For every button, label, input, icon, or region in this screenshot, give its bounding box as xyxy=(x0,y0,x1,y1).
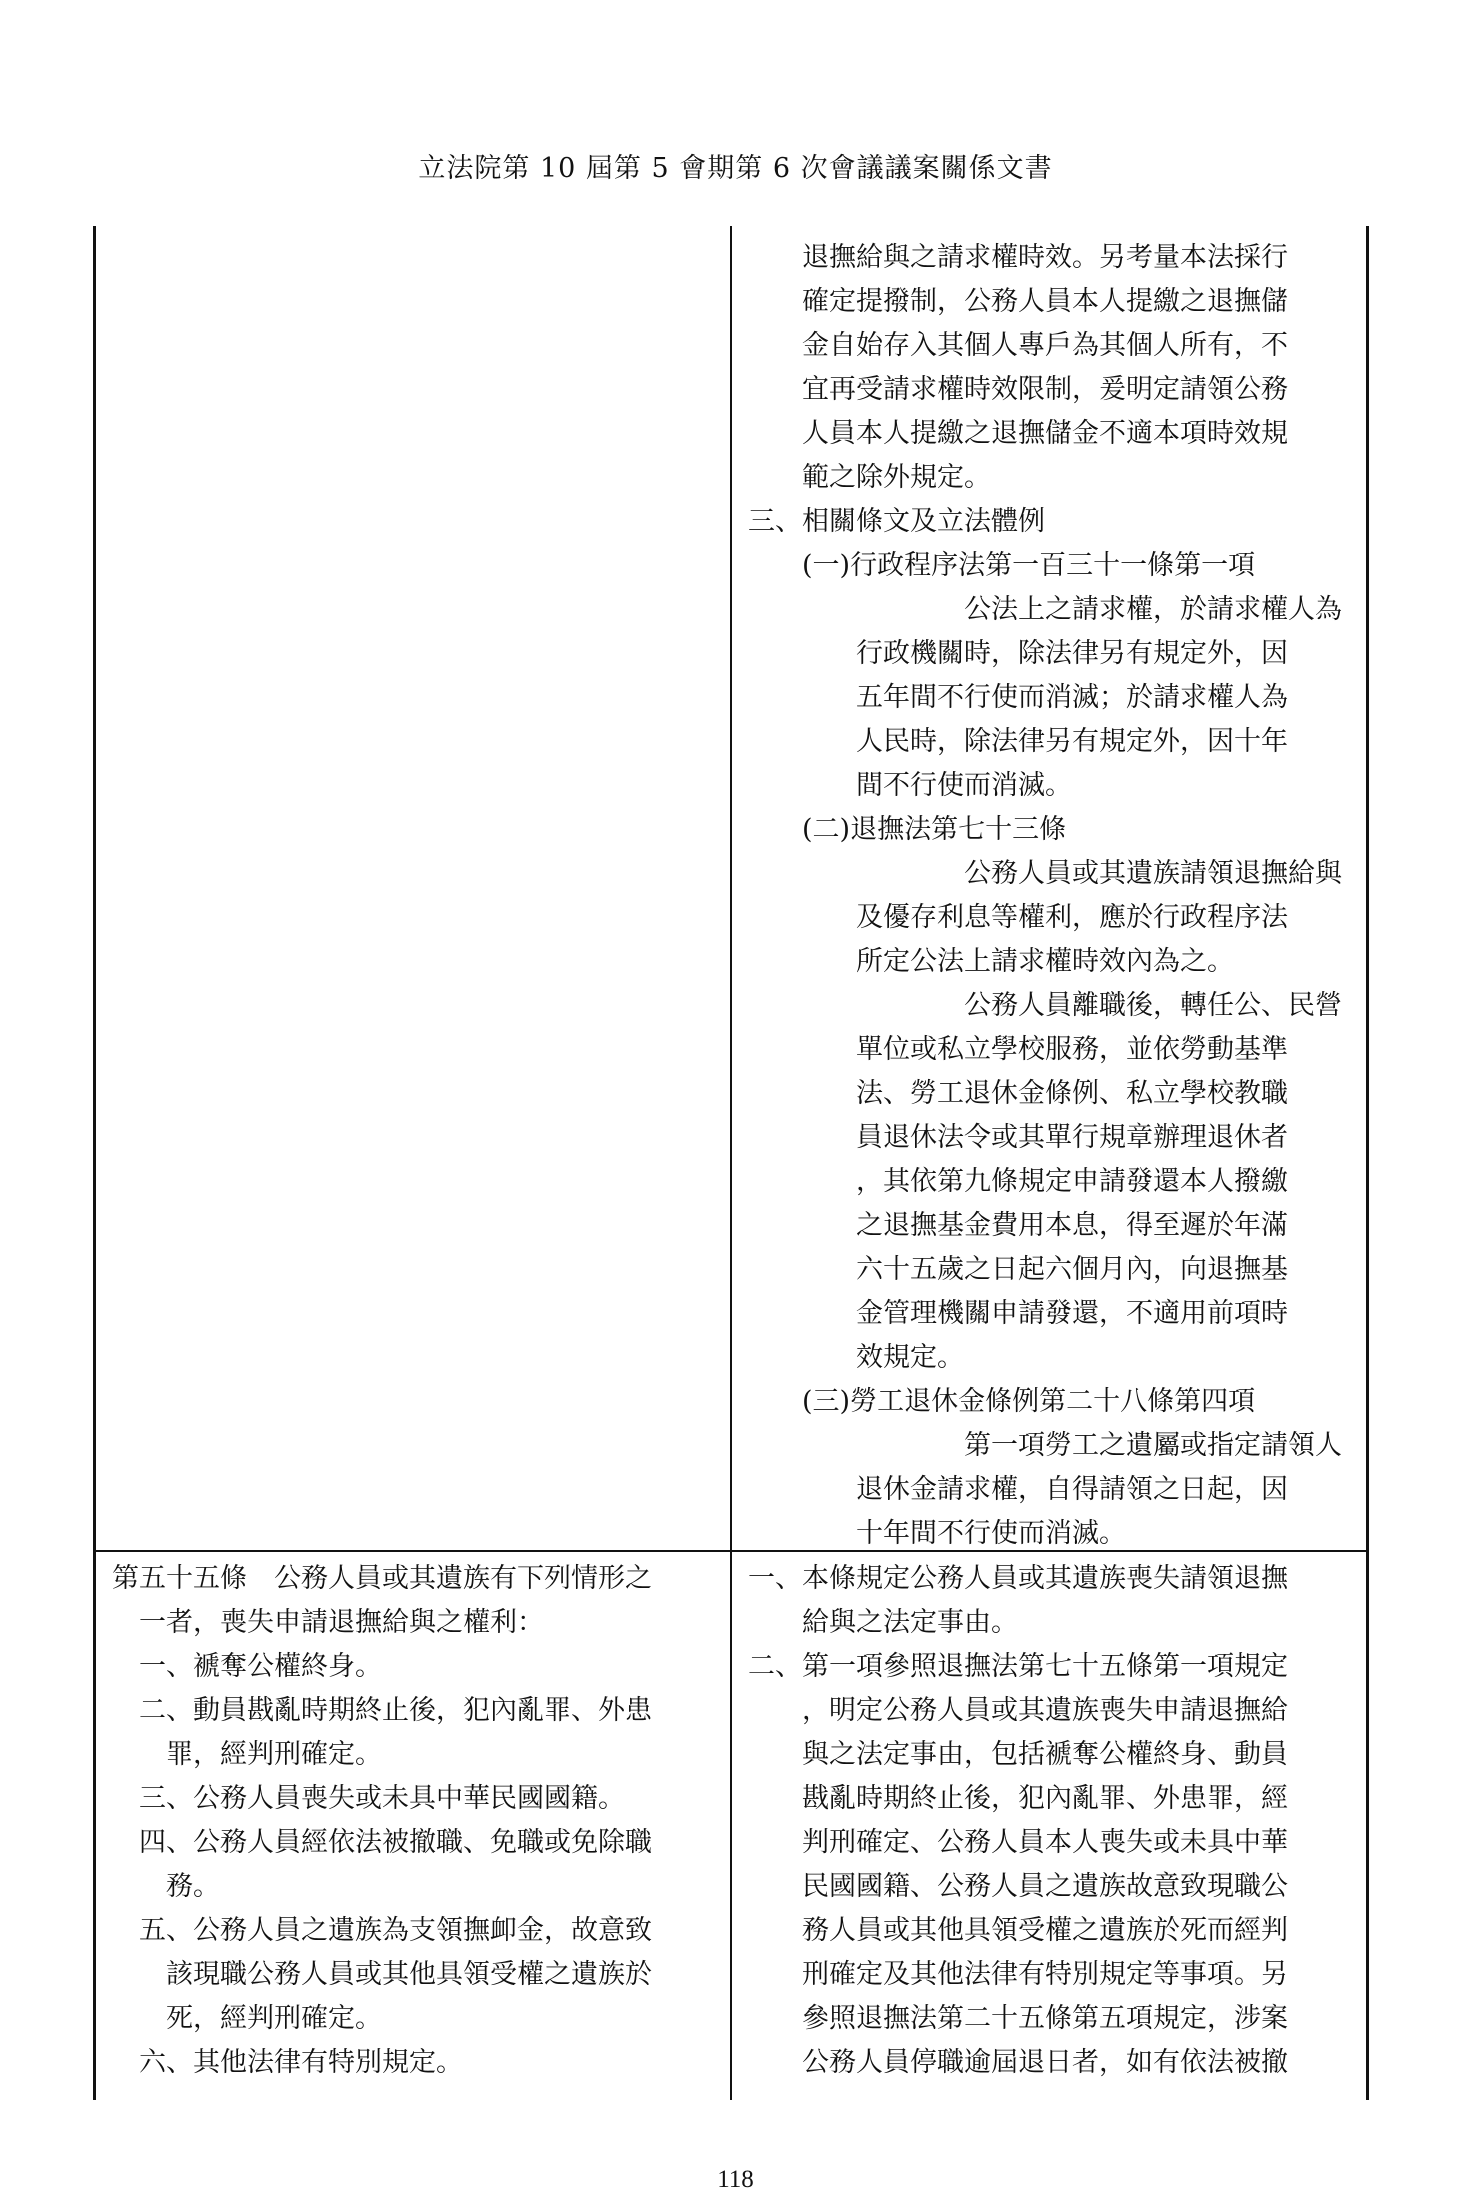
section-heading: 一、本條規定公務人員或其遺族喪失請領退撫 xyxy=(748,1563,1288,1594)
table-left-border xyxy=(93,226,96,2100)
text-line: ，明定公務人員或其遺族喪失申請退撫給 xyxy=(802,1695,1288,1726)
text-line: 死，經判刑確定。 xyxy=(166,2003,382,2034)
text-line: 行政機關時，除法律另有規定外，因 xyxy=(856,638,1288,669)
subsection-heading: (一)行政程序法第一百三十一條第一項 xyxy=(802,550,1256,581)
text-line: 務人員或其他具領受權之遺族於死而經判 xyxy=(802,1915,1288,1946)
page-header: 立法院第 10 屆第 5 會期第 6 次會議議案關係文書 xyxy=(418,153,1053,184)
list-item: 六、其他法律有特別規定。 xyxy=(139,2047,463,2078)
text-line: 該現職公務人員或其他具領受權之遺族於 xyxy=(166,1959,652,1990)
text-line: 公法上之請求權，於請求權人為 xyxy=(964,594,1342,625)
text-line: 與之法定事由，包括褫奪公權終身、動員 xyxy=(802,1739,1288,1770)
text-line: 給與之法定事由。 xyxy=(802,1607,1018,1638)
text-line: 所定公法上請求權時效內為之。 xyxy=(856,946,1234,977)
text-line: 金自始存入其個人專戶為其個人所有，不 xyxy=(802,330,1288,361)
text-line: 民國國籍、公務人員之遺族故意致現職公 xyxy=(802,1871,1288,1902)
page-number: 118 xyxy=(717,2166,754,2193)
table-column-divider xyxy=(730,226,732,2100)
list-item: 二、動員戡亂時期終止後，犯內亂罪、外患 xyxy=(139,1695,652,1726)
text-line: 六十五歲之日起六個月內，向退撫基 xyxy=(856,1254,1288,1285)
section-heading: 二、第一項參照退撫法第七十五條第一項規定 xyxy=(748,1651,1288,1682)
text-line: ，其依第九條規定申請發還本人撥繳 xyxy=(856,1166,1288,1197)
table-right-border xyxy=(1366,226,1369,2100)
list-item: 三、公務人員喪失或未具中華民國國籍。 xyxy=(139,1783,625,1814)
text-line: 確定提撥制，公務人員本人提繳之退撫儲 xyxy=(802,286,1288,317)
text-line: 戡亂時期終止後，犯內亂罪、外患罪，經 xyxy=(802,1783,1288,1814)
text-line: 之退撫基金費用本息，得至遲於年滿 xyxy=(856,1210,1288,1241)
row1-right-cell xyxy=(748,236,1360,1556)
text-line: 人民時，除法律另有規定外，因十年 xyxy=(856,726,1288,757)
text-line: 罪，經判刑確定。 xyxy=(166,1739,382,1770)
text-line: 間不行使而消滅。 xyxy=(856,770,1072,801)
text-line: 一者，喪失申請退撫給與之權利： xyxy=(139,1607,544,1638)
list-item: 一、褫奪公權終身。 xyxy=(139,1651,382,1682)
section-heading: 三、相關條文及立法體例 xyxy=(748,506,1045,537)
text-line: 公務人員停職逾屆退日者，如有依法被撤 xyxy=(802,2047,1288,2078)
text-line: 公務人員離職後，轉任公、民營 xyxy=(964,990,1342,1021)
text-line: 及優存利息等權利，應於行政程序法 xyxy=(856,902,1288,933)
text-line: 判刑確定、公務人員本人喪失或未具中華 xyxy=(802,1827,1288,1858)
subsection-heading: (三)勞工退休金條例第二十八條第四項 xyxy=(802,1386,1256,1417)
text-line: 法、勞工退休金條例、私立學校教職 xyxy=(856,1078,1288,1109)
text-line: 參照退撫法第二十五條第五項規定，涉案 xyxy=(802,2003,1288,2034)
text-line: 公務人員或其遺族請領退撫給與 xyxy=(964,858,1342,889)
text-line: 務。 xyxy=(166,1871,220,1902)
text-line: 五年間不行使而消滅；於請求權人為 xyxy=(856,682,1288,713)
subsection-heading: (二)退撫法第七十三條 xyxy=(802,814,1067,845)
text-line: 效規定。 xyxy=(856,1342,964,1373)
text-line: 金管理機關申請發還，不適用前項時 xyxy=(856,1298,1288,1329)
text-line: 退休金請求權，自得請領之日起，因 xyxy=(856,1474,1288,1505)
text-line: 宜再受請求權時效限制，爰明定請領公務 xyxy=(802,374,1288,405)
text-line: 人員本人提繳之退撫儲金不適本項時效規 xyxy=(802,418,1288,449)
list-item: 五、公務人員之遺族為支領撫卹金，故意致 xyxy=(139,1915,652,1946)
text-line: 範之除外規定。 xyxy=(802,462,991,493)
text-line: 刑確定及其他法律有特別規定等事項。另 xyxy=(802,1959,1288,1990)
text-line: 員退休法令或其單行規章辦理退休者 xyxy=(856,1122,1288,1153)
article-heading: 第五十五條 公務人員或其遺族有下列情形之 xyxy=(112,1563,652,1594)
row2-right-cell xyxy=(748,1557,1360,2085)
row2-left-cell xyxy=(112,1557,724,2085)
text-line: 退撫給與之請求權時效。另考量本法採行 xyxy=(802,242,1288,273)
text-line: 第一項勞工之遺屬或指定請領人 xyxy=(964,1430,1342,1461)
list-item: 四、公務人員經依法被撤職、免職或免除職 xyxy=(139,1827,652,1858)
text-line: 十年間不行使而消滅。 xyxy=(856,1518,1126,1549)
text-line: 單位或私立學校服務，並依勞動基準 xyxy=(856,1034,1288,1065)
